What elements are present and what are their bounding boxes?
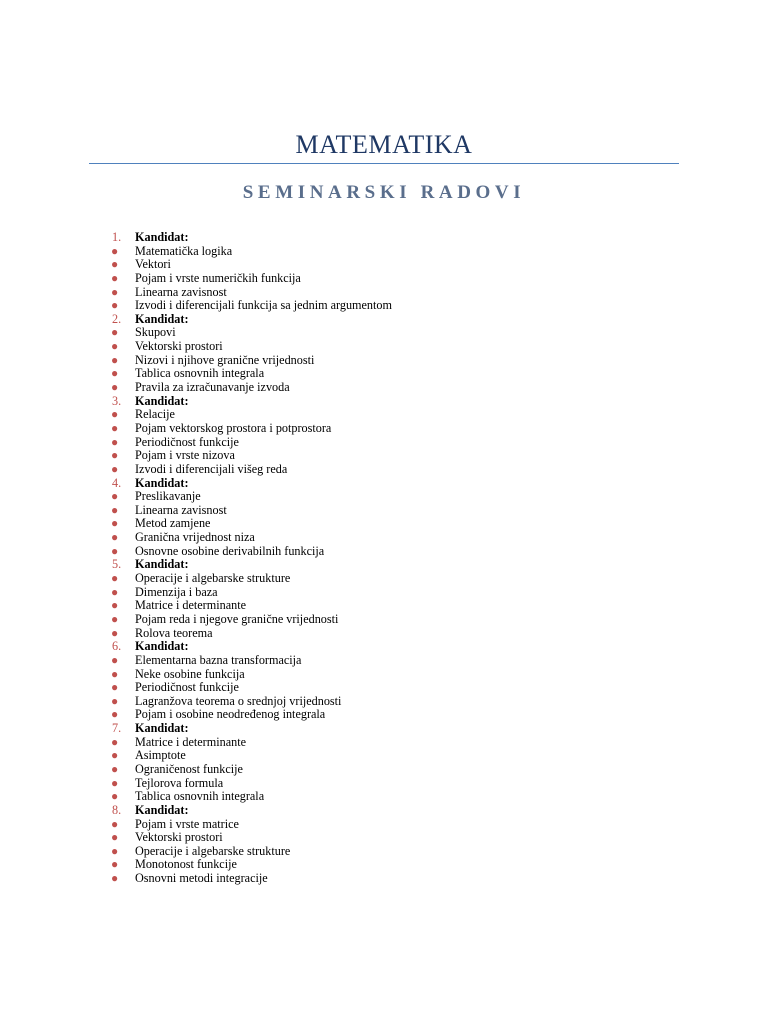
bullet-icon: ●	[111, 625, 119, 640]
bullet-icon: ●	[111, 571, 119, 586]
topic-item	[103, 504, 392, 518]
topic-text: Pojam reda i njegove granične vrijednosti	[135, 611, 339, 626]
topic-item	[103, 654, 392, 668]
topic-text: Neke osobine funkcija	[135, 666, 245, 681]
topic-text: Granična vrijednost niza	[135, 530, 255, 545]
bullet-icon: ●	[111, 420, 119, 435]
topic-text: Tejlorova formula	[135, 775, 224, 790]
topic-text: Asimptote	[135, 748, 186, 763]
candidate-heading	[103, 477, 392, 491]
candidate-label: Kandidat:	[135, 311, 189, 326]
topic-item	[103, 749, 392, 763]
topic-item	[103, 367, 392, 381]
bullet-icon: ●	[111, 611, 119, 626]
bullet-icon: ●	[111, 339, 119, 354]
candidate-label: Kandidat:	[135, 393, 189, 408]
bullet-icon: ●	[111, 680, 119, 695]
candidate-heading	[103, 722, 392, 736]
topic-text: Izvodi i diferencijali višeg reda	[135, 461, 288, 476]
page-subtitle: SEMINARSKI RADOVI	[242, 182, 526, 203]
topic-text: Matrice i determinante	[135, 734, 246, 749]
page-title: MATEMATIKA	[295, 130, 473, 159]
topic-item	[103, 627, 392, 641]
bullet-icon: ●	[111, 434, 119, 449]
topic-item	[103, 422, 392, 436]
topic-text: Elementarna bazna transformacija	[135, 652, 302, 667]
bullet-icon: ●	[111, 243, 119, 258]
topic-text: Tablica osnovnih integrala	[135, 789, 265, 804]
bullet-icon: ●	[111, 489, 119, 504]
topic-item	[103, 572, 392, 586]
bullet-icon: ●	[111, 652, 119, 667]
topic-item	[103, 790, 392, 804]
topic-item	[103, 777, 392, 791]
bullet-icon: ●	[111, 352, 119, 367]
bullet-icon: ●	[111, 598, 119, 613]
topic-text: Nizovi i njihove granične vrijednosti	[135, 352, 315, 367]
bullet-icon: ●	[111, 461, 119, 476]
bullet-icon: ●	[111, 693, 119, 708]
topic-item	[103, 831, 392, 845]
topic-text: Linearna zavisnost	[135, 502, 227, 517]
bullet-icon: ●	[111, 366, 119, 381]
topic-text: Matematička logika	[135, 243, 233, 258]
bullet-icon: ●	[111, 748, 119, 763]
topic-item	[103, 258, 392, 272]
candidate-label: Kandidat:	[135, 802, 189, 817]
topic-item	[103, 245, 392, 259]
topic-text: Operacije i algebarske strukture	[135, 843, 291, 858]
bullet-icon: ●	[111, 407, 119, 422]
list-number: 5.	[112, 557, 122, 572]
topic-text: Periodičnost funkcije	[135, 680, 239, 695]
bullet-icon: ●	[111, 325, 119, 340]
topic-item	[103, 599, 392, 613]
topic-item	[103, 286, 392, 300]
topic-item	[103, 681, 392, 695]
topic-text: Operacije i algebarske strukture	[135, 571, 291, 586]
bullet-icon: ●	[111, 270, 119, 285]
topic-text: Relacije	[135, 407, 175, 422]
bullet-icon: ●	[111, 707, 119, 722]
candidate-label: Kandidat:	[135, 475, 189, 490]
topic-text: Pojam i vrste numeričkih funkcija	[135, 270, 301, 285]
topic-text: Preslikavanje	[135, 489, 201, 504]
topic-item	[103, 763, 392, 777]
topic-item	[103, 340, 392, 354]
bullet-icon: ●	[111, 857, 119, 872]
bullet-icon: ●	[111, 775, 119, 790]
topic-item	[103, 436, 392, 450]
topic-text: Vektorski prostori	[135, 339, 223, 354]
topic-item	[103, 586, 392, 600]
candidate-label: Kandidat:	[135, 721, 189, 736]
topic-text: Skupovi	[135, 325, 176, 340]
topic-item	[103, 490, 392, 504]
candidate-label: Kandidat:	[135, 230, 189, 244]
bullet-icon: ●	[111, 543, 119, 558]
topic-text: Vektorski prostori	[135, 830, 223, 845]
bullet-icon: ●	[111, 516, 119, 531]
topic-item	[103, 272, 392, 286]
list-number: 7.	[112, 721, 122, 736]
topic-text: Matrice i determinante	[135, 598, 246, 613]
topic-item	[103, 545, 392, 559]
bullet-icon: ●	[111, 761, 119, 776]
bullet-icon: ●	[111, 816, 119, 831]
list-number: 4.	[112, 475, 122, 490]
bullet-icon: ●	[111, 734, 119, 749]
title-divider	[89, 163, 679, 164]
bullet-icon: ●	[111, 843, 119, 858]
topic-item	[103, 299, 392, 313]
topic-item	[103, 517, 392, 531]
topic-item	[103, 381, 392, 395]
topic-item	[103, 531, 392, 545]
topic-text: Ograničenost funkcije	[135, 761, 243, 776]
topic-item	[103, 872, 392, 886]
candidate-heading	[103, 640, 392, 654]
candidate-list	[103, 231, 392, 886]
topic-item	[103, 326, 392, 340]
bullet-icon: ●	[111, 830, 119, 845]
topic-item	[103, 695, 392, 709]
list-number: 2.	[112, 311, 122, 326]
candidate-heading	[103, 313, 392, 327]
topic-text: Pojam i vrste matrice	[135, 816, 239, 831]
bullet-icon: ●	[111, 502, 119, 517]
topic-text: Dimenzija i baza	[135, 584, 218, 599]
topic-item	[103, 449, 392, 463]
topic-text: Tablica osnovnih integrala	[135, 366, 265, 381]
topic-item	[103, 463, 392, 477]
topic-text: Vektori	[135, 257, 171, 272]
topic-text: Izvodi i diferencijali funkcija sa jednim argumentom	[135, 298, 392, 313]
bullet-icon: ●	[111, 789, 119, 804]
bullet-icon: ●	[111, 666, 119, 681]
topic-text: Metod zamjene	[135, 516, 211, 531]
topic-item	[103, 708, 392, 722]
topic-item	[103, 613, 392, 627]
list-number: 3.	[112, 393, 122, 408]
bullet-icon: ●	[111, 380, 119, 395]
candidate-label: Kandidat:	[135, 557, 189, 572]
bullet-icon: ●	[111, 257, 119, 272]
topic-text: Osnovni metodi integracije	[135, 871, 268, 886]
topic-text: Pravila za izračunavanje izvoda	[135, 380, 290, 395]
candidate-heading	[103, 395, 392, 409]
topic-text: Pojam i osobine neodređenog integrala	[135, 707, 326, 722]
candidate-heading	[103, 558, 392, 572]
bullet-icon: ●	[111, 871, 119, 886]
topic-text: Linearna zavisnost	[135, 284, 227, 299]
topic-item	[103, 408, 392, 422]
candidate-label: Kandidat:	[135, 639, 189, 654]
topic-text: Lagranžova teorema o srednjoj vrijednosti	[135, 693, 342, 708]
list-number: 1.	[112, 230, 122, 244]
topic-item	[103, 845, 392, 859]
topic-text: Pojam i vrste nizova	[135, 448, 235, 463]
topic-text: Rolova teorema	[135, 625, 213, 640]
topic-item	[103, 818, 392, 832]
bullet-icon: ●	[111, 448, 119, 463]
topic-item	[103, 736, 392, 750]
topic-text: Osnovne osobine derivabilnih funkcija	[135, 543, 325, 558]
topic-text: Periodičnost funkcije	[135, 434, 239, 449]
topic-item	[103, 354, 392, 368]
candidate-heading	[103, 231, 392, 245]
list-number: 6.	[112, 639, 122, 654]
bullet-icon: ●	[111, 284, 119, 299]
bullet-icon: ●	[111, 584, 119, 599]
topic-text: Monotonost funkcije	[135, 857, 237, 872]
candidate-heading	[103, 804, 392, 818]
list-number: 8.	[112, 802, 122, 817]
topic-text: Pojam vektorskog prostora i potprostora	[135, 420, 332, 435]
bullet-icon: ●	[111, 530, 119, 545]
topic-item	[103, 668, 392, 682]
topic-item	[103, 858, 392, 872]
bullet-icon: ●	[111, 298, 119, 313]
